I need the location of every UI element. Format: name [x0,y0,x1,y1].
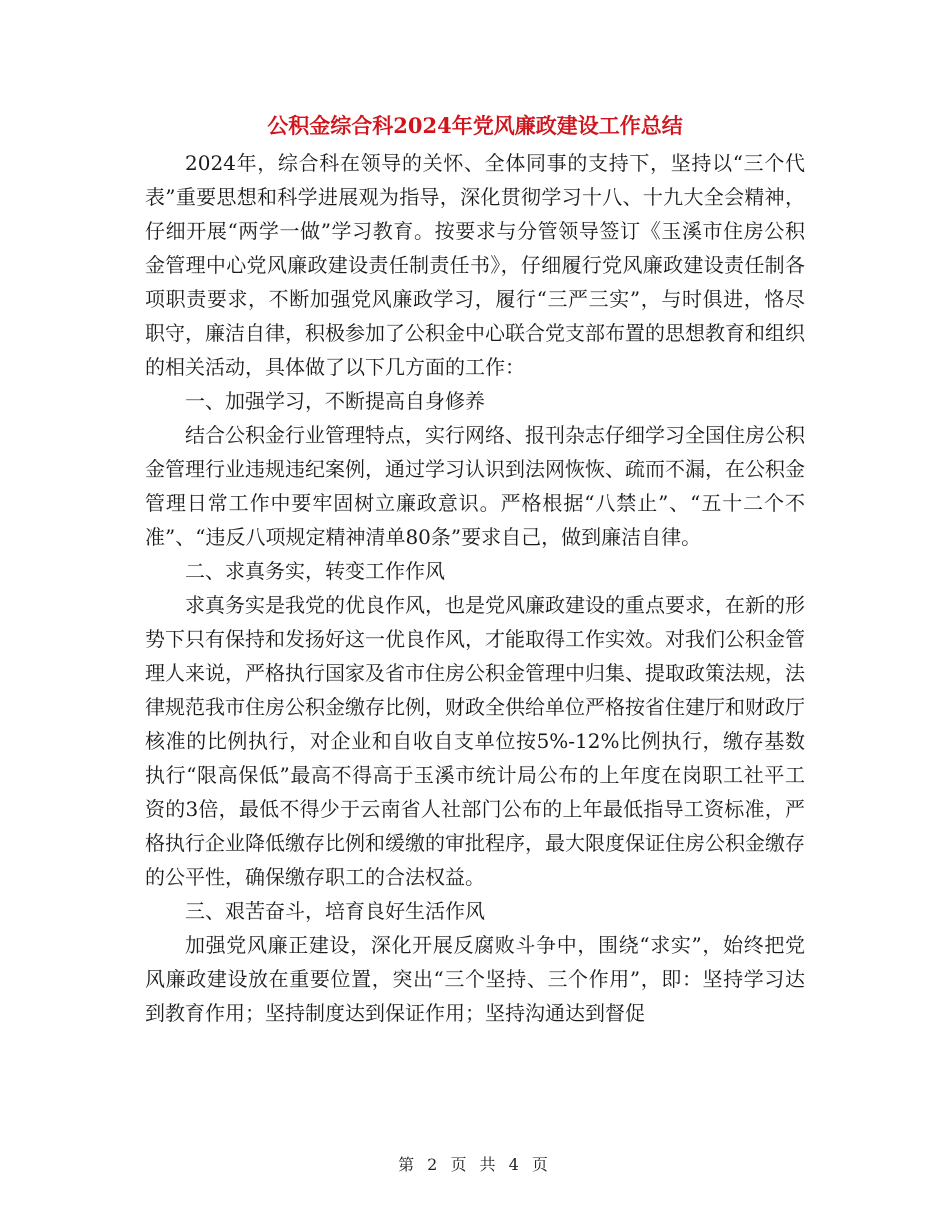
paragraph-section-2: 求真务实是我党的优良作风，也是党风廉政建设的重点要求，在新的形势下只有保持和发扬好这一优良作风，才能取得工作实效。对我们公积金管理人来说，严格执行国家及省市住房公积金管理中归集、提取政策法规，法律规范我市住房公积金缴存比例，财政全供给单位严格按省住建厅和财政厅核准的比例执行，对企业和自收自支单位按5%-12%比例执行，缴存基数执行“限高保低”最高不得高于玉溪市统计局公布的上年度在岗职工社平工资的3倍，最低不得少于云南省人社部门公布的上年最低指导工资标准，严格执行企业降低缴存比例和缓缴的审批程序，最大限度保证住房公积金缴存的公平性，确保缴存职工的合法权益。 [145,593,805,889]
page-footer: 第 2 页 共 4 页 [398,1155,552,1174]
document-title: 公积金综合科2024年党风廉政建设工作总结 [267,113,683,138]
paragraph-section-1: 结合公积金行业管理特点，实行网络、报刊杂志仔细学习全国住房公积金管理行业违规违纪案例，通过学习认识到法网恢恢、疏而不漏，在公积金管理日常工作中要牢固树立廉政意识。严格根据“八禁止”、“五十二个不准”、“违反八项规定精神清单80条”要求自己，做到廉洁自律。 [145,423,805,549]
paragraph-intro: 2024年，综合科在领导的关怀、全体同事的支持下，坚持以“三个代表”重要思想和科学进展观为指导，深化贯彻学习十八、十九大全会精神，仔细开展“两学一做”学习教育。按要求与分管领导签订《玉溪市住房公积金管理中心党风廉政建设责任制责任书》，仔细履行党风廉政建设责任制各项职责要求，不断加强党风廉政学习，履行“三严三实”，与时俱进，恪尽职守，廉洁自律，积极参加了公积金中心联合党支部布置的思想教育和组织的相关活动，具体做了以下几方面的工作： [145,151,805,379]
section-heading-1: 一、加强学习，不断提高自身修养 [185,389,485,413]
section-heading-2: 二、求真务实，转变工作作风 [185,559,445,583]
paragraph-section-3: 加强党风廉正建设，深化开展反腐败斗争中，围绕“求实”，始终把党风廉政建设放在重要位置，突出“三个坚持、三个作用”，即：坚持学习达到教育作用；坚持制度达到保证作用；坚持沟通达到督促 [145,933,805,1025]
section-heading-3: 三、艰苦奋斗，培育良好生活作风 [185,899,485,923]
document-body [145,146,805,1030]
